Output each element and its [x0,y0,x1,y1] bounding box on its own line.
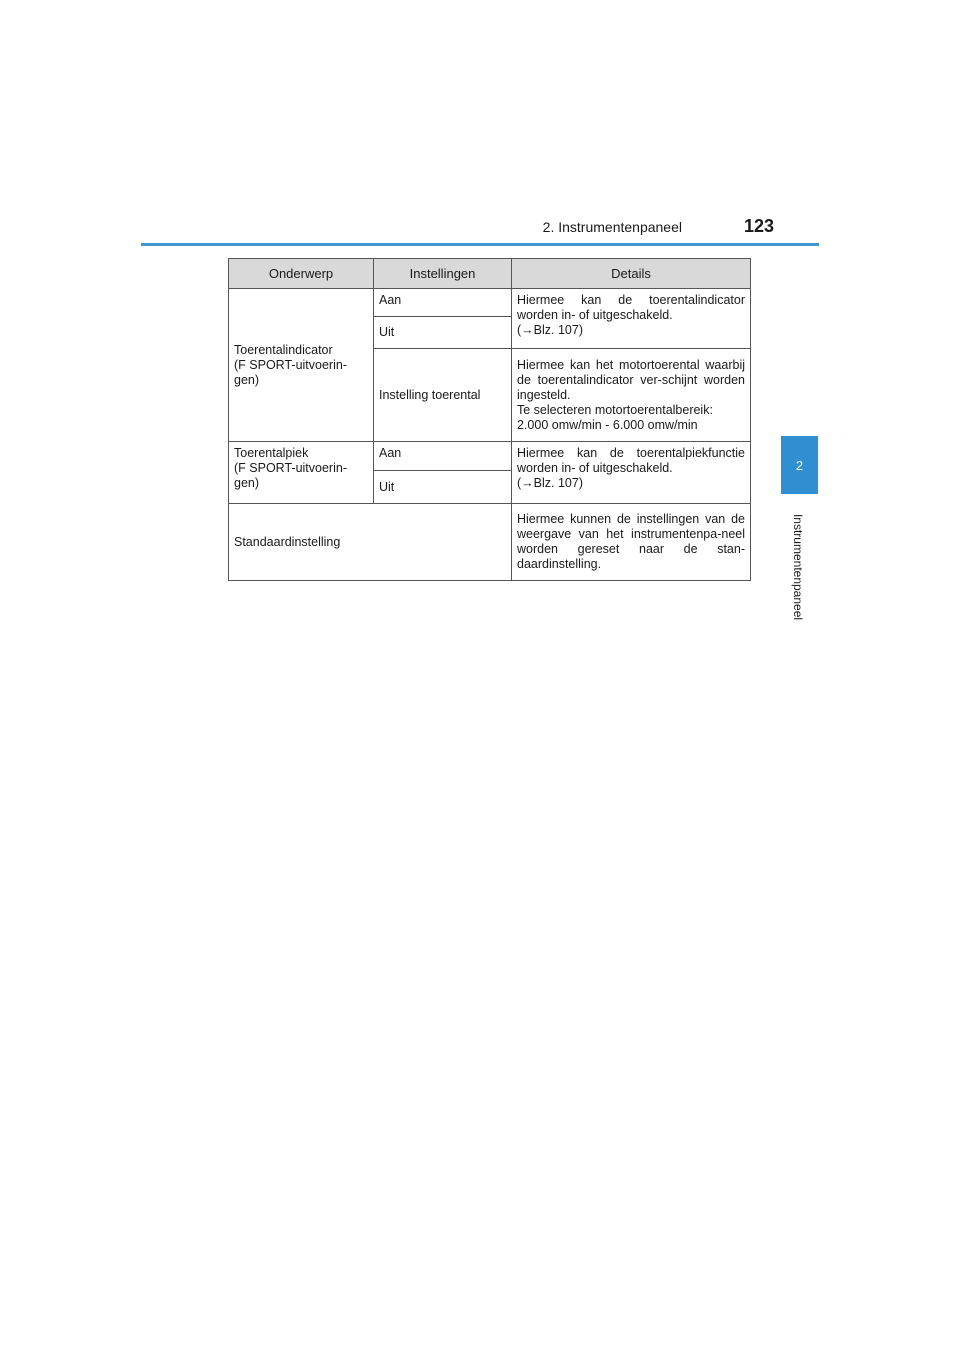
subject-line: Toerentalpiek [234,446,309,460]
subject-line: (F SPORT-uitvoerin- [234,461,347,475]
chapter-label [778,502,818,632]
details-text: Te selecteren motortoerentalbereik: [517,402,713,417]
setting-cell: Aan [374,289,512,317]
setting-cell: Uit [374,471,512,504]
chapter-label-text: Instrumentenpaneel [791,513,806,621]
header-details: Details [512,259,751,289]
page-reference: (→Blz. 107) [517,323,583,337]
table-row [229,289,751,317]
page-reference: (→Blz. 107) [517,476,583,490]
details-text: Hiermee kan de toerentalindicator worden in- of uitgeschakeld. [517,293,745,322]
header-rule [141,243,819,246]
setting-cell: Uit [374,317,512,349]
section-title: 2. Instrumentenpaneel [542,219,682,235]
subject-line: (F SPORT-uitvoerin- [234,357,347,372]
subject-line: gen) [234,372,260,387]
settings-table [228,258,751,581]
details-text: Hiermee kan het motortoerental waarbij de toerentalindicator ver-schijnt worden ingesteld. [517,357,745,402]
subject-line: gen) [234,476,260,490]
chapter-tab[interactable] [781,436,818,494]
details-cell [512,289,751,349]
details-text: 2.000 omw/min - 6.000 omw/min [517,417,698,432]
page-number: 123 [743,216,774,236]
subject-line: Toerentalindicator [234,342,333,357]
setting-cell: Instelling toerental [374,349,512,442]
chapter-tab-number: 2 [795,457,804,473]
header-subject: Onderwerp [229,259,374,289]
details-text: Hiermee kan de toerentalpiekfunctie worden in- of uitgeschakeld. [517,446,745,475]
subject-cell [229,289,374,442]
table-row [229,442,751,471]
details-text: Hiermee kunnen de instellingen van de weergave van het instrumentenpa-neel worden gereset naar de stan-daardinstelling. [517,512,745,571]
header-settings: Instellingen [374,259,512,289]
details-cell [512,504,751,581]
table-row [229,504,751,581]
subject-cell: Standaardinstelling [229,504,512,581]
setting-cell: Aan [374,442,512,471]
table-header-row [229,259,751,289]
details-cell [512,349,751,442]
subject-cell [229,442,374,504]
details-cell [512,442,751,504]
